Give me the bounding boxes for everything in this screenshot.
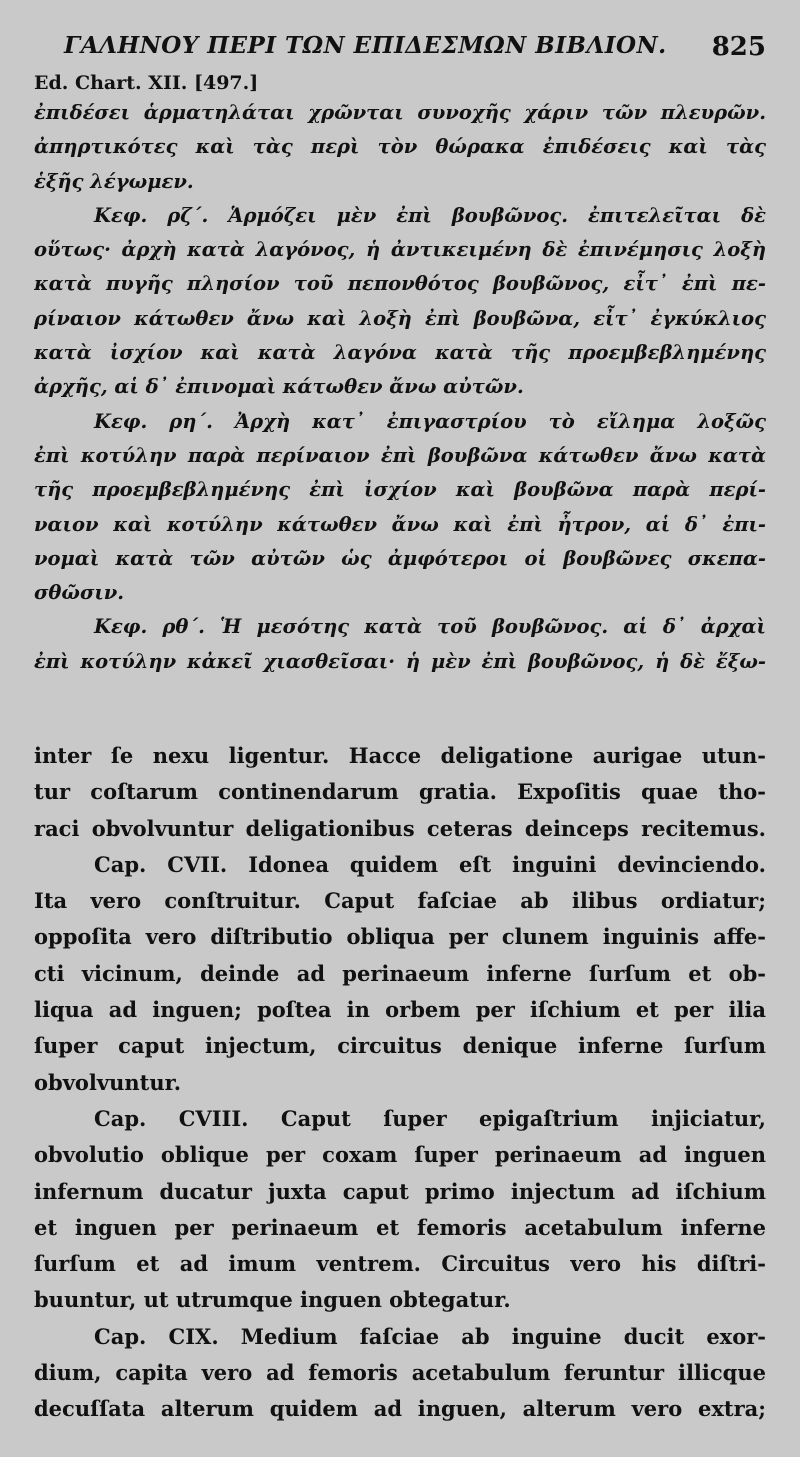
latin-line: ſuper caput injectum, circuitus denique inferne ſurſum <box>34 1033 766 1059</box>
latin-line: cti vicinum, deinde ad perinaeum inferne ſurſum et ob- <box>34 960 766 986</box>
greek-line: οὕτως· ἀρχὴ κατὰ λαγόνος, ἡ ἀντικειμένη δὲ ἐπινέμησις λοξὴ <box>34 238 766 262</box>
latin-line: raci obvolvuntur deligationibus ceteras deinceps recitemus. <box>34 815 766 841</box>
greek-line: κατὰ πυγῆς πλησίον τοῦ πεπονθότος βουβῶνος, εἶτ᾽ ἐπὶ πε- <box>34 272 766 296</box>
edition-reference: Ed. Chart. XII. [497.] <box>34 72 259 94</box>
greek-line: Κεφ. ρθ΄. Ἡ μεσότης κατὰ τοῦ βουβῶνος. αἱ δ᾽ ἀρχαὶ <box>94 615 766 639</box>
latin-line: Cap. CVIII. Caput ſuper epigaſtrium injiciatur, <box>94 1105 766 1131</box>
greek-line: κατὰ ἰσχίον καὶ κατὰ λαγόνα κατὰ τῆς προεμβεβλημένης <box>34 341 766 365</box>
greek-line: ἑξῆς λέγωμεν. <box>34 169 194 193</box>
latin-line: buuntur, ut utrumque inguen obtegatur. <box>34 1287 511 1313</box>
greek-line: Κεφ. ρζ΄. Ἁρμόζει μὲν ἐπὶ βουβῶνος. ἐπιτελεῖται δὲ <box>94 203 766 227</box>
page-header <box>64 30 766 66</box>
latin-line: Cap. CVII. Idonea quidem eſt inguini devinciendo. <box>94 851 766 877</box>
running-title: ΓΑΛΗΝΟΥ ΠΕΡΙ ΤΩΝ ΕΠΙΔΕΣΜΩΝ ΒΙΒΛΙΟΝ. <box>64 32 667 59</box>
latin-line: dium, capita vero ad femoris acetabulum feruntur illicque <box>34 1360 766 1386</box>
page-number: 825 <box>711 32 766 62</box>
latin-line: obvolutio oblique per coxam ſuper perinaeum ad inguen <box>34 1142 766 1168</box>
greek-text-block <box>34 96 766 679</box>
latin-line: oppoſita vero diſtributio obliqua per clunem inguinis affe- <box>34 924 766 950</box>
latin-line: et inguen per perinaeum et femoris acetabulum inferne <box>34 1214 766 1240</box>
latin-line: tur coſtarum continendarum gratia. Expoſitis quae tho- <box>34 779 766 805</box>
latin-line: liqua ad inguen; poſtea in orbem per iſchium et per ilia <box>34 997 766 1023</box>
greek-line: Κεφ. ρη΄. Ἀρχὴ κατ᾽ ἐπιγαστρίου τὸ εἴλημα λοξῶς <box>94 409 766 433</box>
latin-line: infernum ducatur juxta caput primo injectum ad iſchium <box>34 1178 766 1204</box>
greek-line: ἀρχῆς, αἱ δ᾽ ἐπινομαὶ κάτωθεν ἄνω αὐτῶν. <box>34 375 524 399</box>
latin-text-block <box>34 738 766 1428</box>
greek-line: ἐπιδέσει ἁρματηλάται χρῶνται συνοχῆς χάριν τῶν πλευρῶν. <box>34 101 766 124</box>
latin-line: ſurſum et ad imum ventrem. Circuitus vero his diſtri- <box>34 1251 766 1277</box>
greek-line: ἐπὶ κοτύλην κἀκεῖ χιασθεῖσαι· ἡ μὲν ἐπὶ βουβῶνος, ἡ δὲ ἔξω- <box>34 649 766 673</box>
latin-line: Cap. CIX. Medium faſciae ab inguine ducit exor- <box>94 1323 766 1349</box>
greek-line: τῆς προεμβεβλημένης ἐπὶ ἰσχίον καὶ βουβῶνα παρὰ περί- <box>34 478 766 502</box>
latin-line: obvolvuntur. <box>34 1069 182 1095</box>
greek-line: σθῶσιν. <box>34 581 125 605</box>
greek-line: ναιον καὶ κοτύλην κάτωθεν ἄνω καὶ ἐπὶ ἦτρον, αἱ δ᾽ ἐπι- <box>34 512 766 536</box>
greek-line: νομαὶ κατὰ τῶν αὐτῶν ὡς ἀμφότεροι οἱ βουβῶνες σκεπα- <box>34 546 766 570</box>
latin-line: decuſſata alterum quidem ad inguen, alterum vero extra; <box>34 1396 766 1422</box>
latin-line: inter ſe nexu ligentur. Hacce deligatione aurigae utun- <box>34 743 766 768</box>
greek-line: ἀπηρτικότες καὶ τὰς περὶ τὸν θώρακα ἐπιδέσεις καὶ τὰς <box>34 135 766 159</box>
latin-line: Ita vero conſtruitur. Caput faſciae ab ilibus ordiatur; <box>34 888 766 914</box>
greek-line: ρίναιον κάτωθεν ἄνω καὶ λοξὴ ἐπὶ βουβῶνα, εἶτ᾽ ἐγκύκλιος <box>34 306 766 330</box>
greek-line: ἐπὶ κοτύλην παρὰ περίναιον ἐπὶ βουβῶνα κάτωθεν ἄνω κατὰ <box>34 443 766 467</box>
